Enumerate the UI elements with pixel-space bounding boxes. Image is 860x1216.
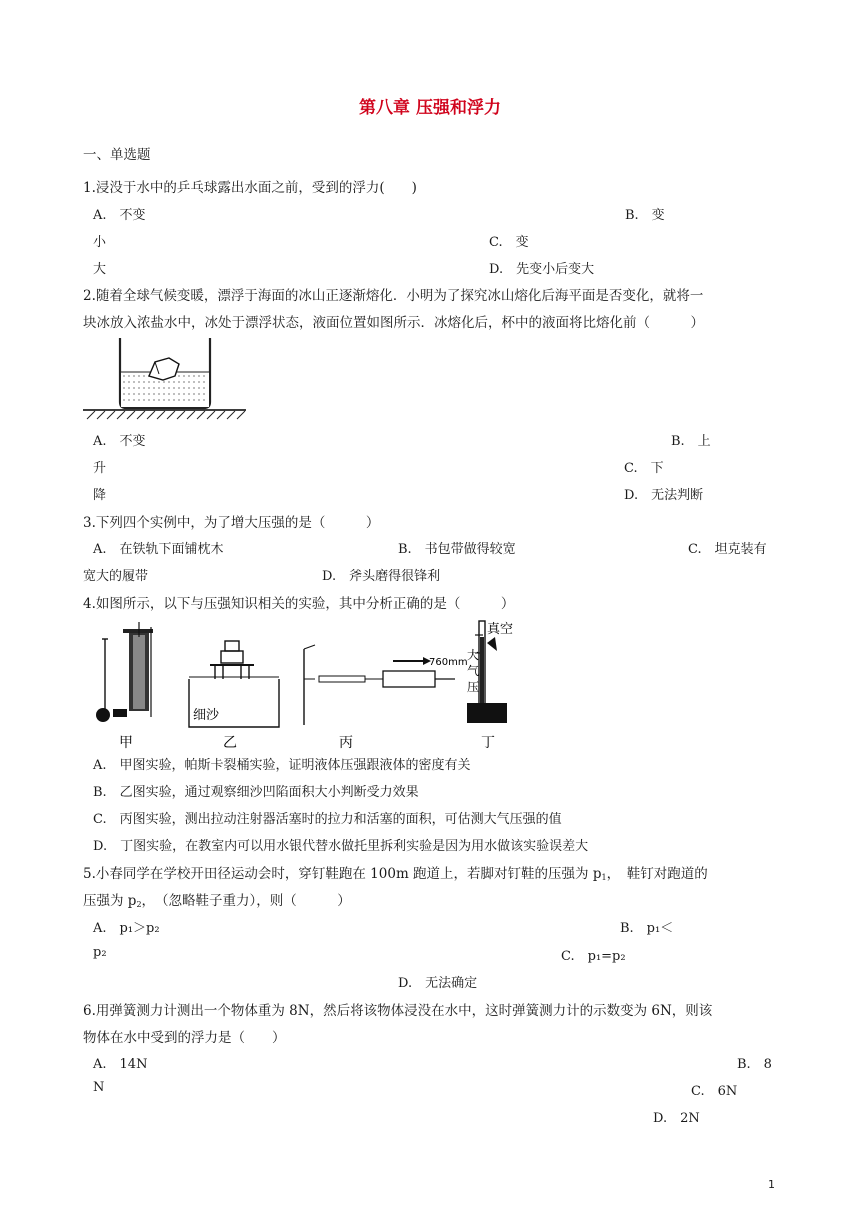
sand-label: 细沙 [193, 708, 220, 723]
q5-option-b-wrap: p₂ [93, 945, 107, 960]
q1-option-c[interactable]: C. 变 [489, 235, 529, 250]
atm-label-3: 压 [467, 680, 480, 694]
q5-option-d[interactable]: D. 无法确定 [398, 976, 478, 991]
q4-option-c[interactable]: C. 丙图实验，测出拉动注射器活塞时的拉力和活塞的面积，可估测大气压强的值 [93, 812, 562, 827]
ice-in-brine-figure [83, 336, 248, 424]
label-ding: 丁 [481, 735, 495, 751]
q2-option-b[interactable]: B. 上 [671, 434, 711, 449]
q5-stem-line2-text: 压强为 p [83, 893, 137, 909]
label-bing: 丙 [339, 735, 353, 751]
q6-option-b-wrap: N [93, 1080, 105, 1095]
q1-option-c-wrap: 大 [93, 262, 107, 277]
q3-option-c-wrap: 宽大的履带 [83, 569, 149, 584]
q3-option-c[interactable]: C. 坦克装有 [688, 542, 767, 557]
q4-option-b[interactable]: B. 乙图实验，通过观察细沙凹陷面积大小判断受力效果 [93, 785, 419, 800]
q2-option-a[interactable]: A. 不变 [93, 434, 146, 449]
q6-stem-line2: 物体在水中受到的浮力是（ ） [83, 1030, 286, 1046]
q1-option-b[interactable]: B. 变 [625, 208, 665, 223]
mm-label: 760mm [429, 657, 468, 668]
vacuum-label: 真空 [487, 622, 514, 637]
figure-jia-barrel [96, 622, 153, 722]
p2-subscript: 2 [136, 900, 142, 909]
q6-option-b[interactable]: B. 8 [737, 1057, 772, 1072]
page-title: 第八章 压强和浮力 [359, 98, 501, 118]
q1-option-d[interactable]: D. 先变小后变大 [489, 262, 595, 277]
page-number: 1 [768, 1178, 775, 1191]
q6-stem-line1: 6.用弹簧测力计测出一个物体重为 8N，然后将该物体浸没在水中，这时弹簧测力计的示数变为 6N，则该 [83, 1003, 713, 1019]
q5-stem-line2-tail: ， （忽略鞋子重力），则（ ） [141, 893, 351, 909]
q5-stem-line1-tail: ， 鞋钉对跑道的 [606, 866, 708, 882]
q5-stem-line2 [83, 889, 351, 909]
q1-option-a[interactable]: A. 不变 [93, 208, 146, 223]
q1-stem: 1.浸没于水中的乒乓球露出水面之前，受到的浮力( ) [83, 180, 417, 196]
q5-option-a[interactable]: A. p₁＞p₂ [93, 921, 160, 936]
section-heading: 一、单选题 [83, 147, 151, 163]
atm-label-1: 大 [467, 648, 480, 662]
q2-option-c[interactable]: C. 下 [624, 461, 664, 476]
pressure-experiments-figure [83, 617, 543, 756]
q6-option-d[interactable]: D. 2N [653, 1111, 700, 1126]
q2-option-d[interactable]: D. 无法判断 [624, 488, 704, 503]
q3-stem: 3.下列四个实例中，为了增大压强的是（ ） [83, 515, 380, 531]
atm-label-2: 气 [467, 664, 480, 678]
q4-option-a[interactable]: A. 甲图实验，帕斯卡裂桶实验，证明液体压强跟液体的密度有关 [93, 758, 471, 773]
q4-option-d[interactable]: D. 丁图实验，在教室内可以用水银代替水做托里拆利实验是因为用水做该实验误差大 [93, 839, 589, 854]
q6-option-c[interactable]: C. 6N [691, 1084, 738, 1099]
q1-option-b-wrap: 小 [93, 235, 107, 250]
q2-stem-line1: 2.随着全球气候变暖，漂浮于海面的冰山正逐渐熔化．小明为了探究冰山熔化后海平面是否变化，就将一 [83, 288, 704, 304]
q3-option-b[interactable]: B. 书包带做得较宽 [398, 542, 516, 557]
q5-stem-line1 [83, 862, 708, 882]
q2-option-b-wrap: 升 [93, 461, 107, 476]
p1-subscript: 1 [601, 873, 607, 882]
label-yi: 乙 [223, 735, 237, 751]
q3-option-a[interactable]: A. 在铁轨下面铺枕木 [93, 542, 224, 557]
q5-option-b[interactable]: B. p₁＜ [620, 921, 674, 936]
label-jia: 甲 [119, 735, 133, 751]
q5-option-c[interactable]: C. p₁=p₂ [561, 949, 626, 964]
q6-option-a[interactable]: A. 14N [93, 1057, 148, 1072]
q5-stem-line1-text: 5.小春同学在学校开田径运动会时，穿钉鞋跑在 100m 跑道上，若脚对钉鞋的压强为 p [83, 866, 602, 882]
q4-stem: 4.如图所示，以下与压强知识相关的实验，其中分析正确的是（ ） [83, 596, 515, 612]
q2-stem-line2: 块冰放入浓盐水中，冰处于漂浮状态，液面位置如图所示．冰熔化后，杯中的液面将比熔化前（ ） [83, 315, 704, 331]
q2-option-c-wrap: 降 [93, 488, 107, 503]
q3-option-d[interactable]: D. 斧头磨得很锋利 [322, 569, 441, 584]
